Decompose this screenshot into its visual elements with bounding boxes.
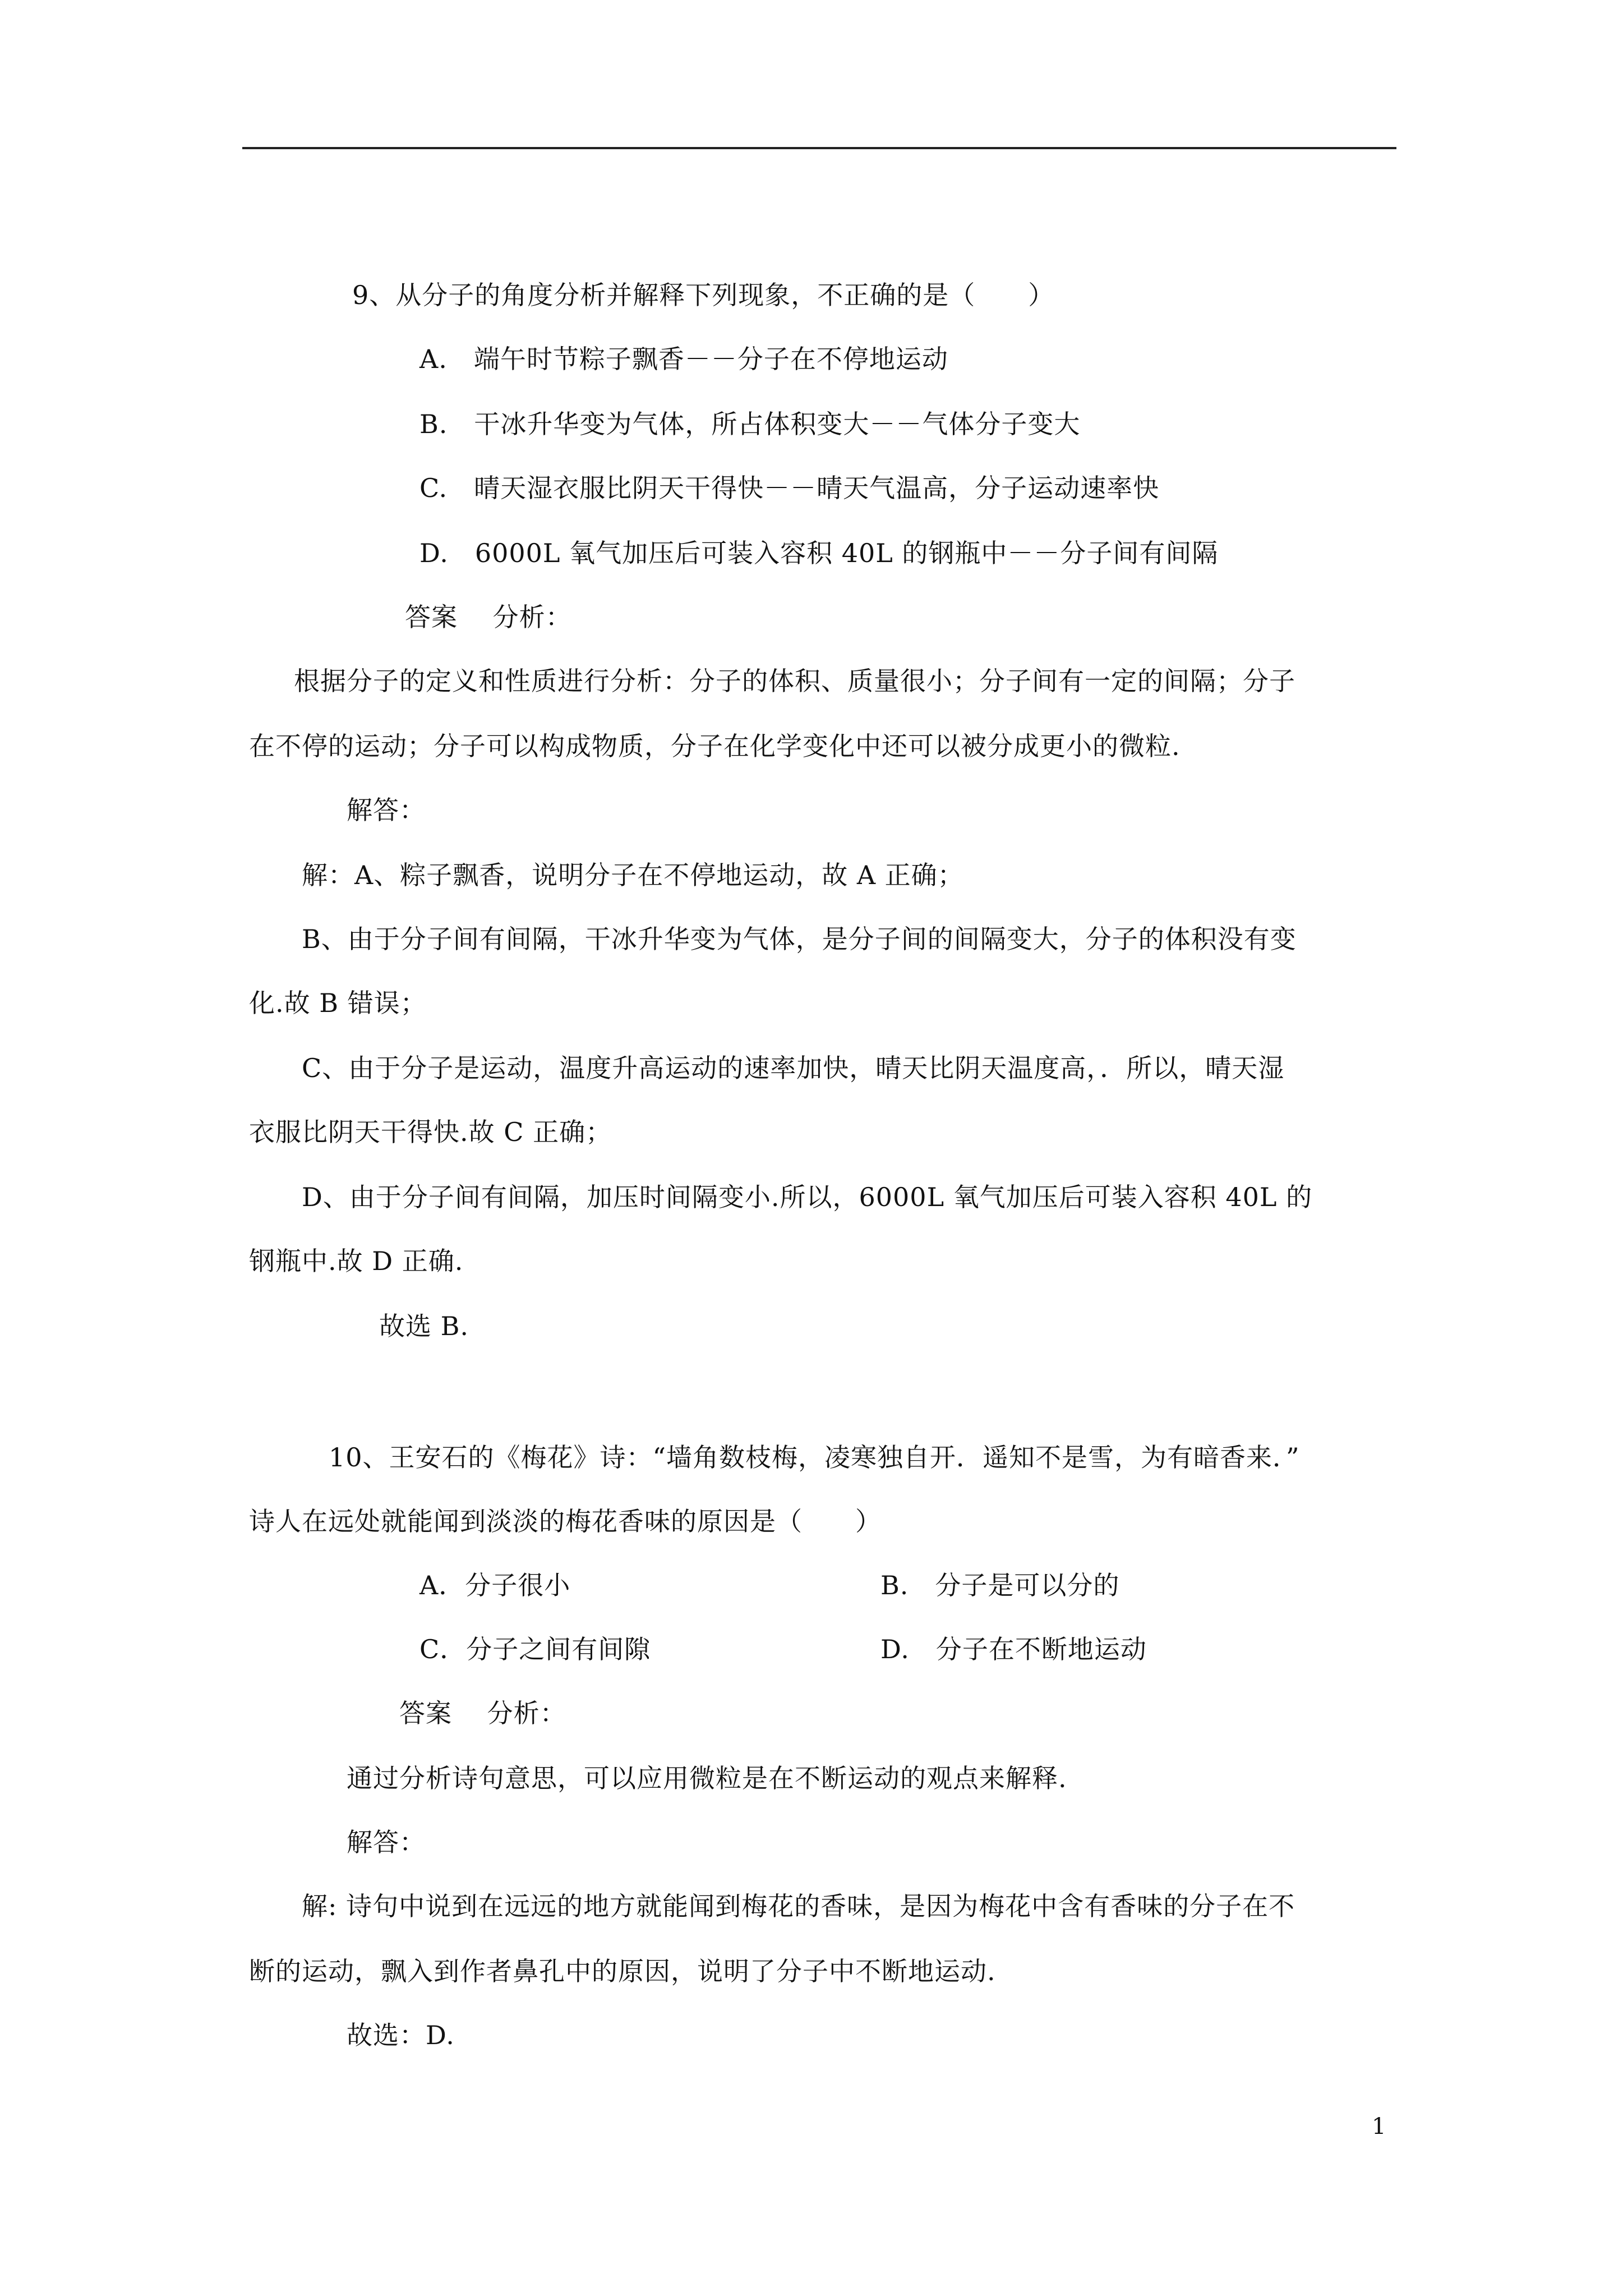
question-9-solution-c-line-1: C、由于分子是运动，温度升高运动的速率加快，晴天比阴天温度高，．所以，晴天湿	[302, 1053, 1285, 1083]
question-10-solution-line-2: 断的运动，飘入到作者鼻孔中的原因，说明了分子中不断地运动.	[249, 1956, 996, 1986]
question-10-option-a: A．分子很小	[419, 1570, 571, 1600]
question-9-conclusion: 故选 B.	[379, 1311, 469, 1341]
question-9-analysis-line-2: 在不停的运动；分子可以构成物质，分子在化学变化中还可以被分成更小的微粒.	[249, 731, 1181, 761]
question-9-solution-d-line-2: 钢瓶中.故 D 正确.	[249, 1246, 464, 1276]
question-10-option-b: B. 分子是可以分的	[880, 1570, 1120, 1600]
header-rule	[242, 147, 1396, 149]
question-10-conclusion: 故选：D.	[347, 2020, 455, 2050]
question-10-option-d: D. 分子在不断地运动	[880, 1634, 1147, 1664]
page-number: 1	[1372, 2114, 1386, 2139]
question-9-answer-heading: 答案 分析：	[405, 602, 572, 632]
question-10-solution-heading: 解答：	[347, 1827, 426, 1857]
question-9-solution-d-line-1: D、由于分子间有间隔，加压时间隔变小.所以，6000L 氧气加压后可装入容积 40L 的	[302, 1182, 1313, 1212]
question-9-option-a: A. 端午时节粽子飘香－－分子在不停地运动	[419, 344, 948, 374]
question-9-solution-heading: 解答：	[347, 795, 426, 825]
question-10-answer-heading: 答案 分析：	[399, 1698, 566, 1728]
question-9-solution-c-line-2: 衣服比阴天干得快.故 C 正确；	[249, 1117, 612, 1147]
question-9-analysis-line-1: 根据分子的定义和性质进行分析：分子的体积、质量很小；分子间有一定的间隔；分子	[294, 666, 1295, 696]
question-10-option-c: C．分子之间有间隙	[419, 1634, 651, 1664]
question-10-stem-line-1: 10、王安石的《梅花》诗：“墙角数枝梅，凌寒独自开．遥知不是雪，为有暗香来．”	[329, 1442, 1300, 1473]
question-10-solution-line-1: 解: 诗句中说到在远远的地方就能闻到梅花的香味，是因为梅花中含有香味的分子在不	[302, 1891, 1295, 1921]
question-10-stem-line-2: 诗人在远处就能闻到淡淡的梅花香味的原因是（ ）	[249, 1506, 882, 1536]
question-9-option-d: D. 6000L 氧气加压后可装入容积 40L 的钢瓶中－－分子间有间隔	[419, 538, 1219, 568]
question-9-solution-b-line-1: B、由于分子间有间隔，干冰升华变为气体，是分子间的间隔变大，分子的体积没有变	[302, 924, 1297, 954]
question-9-solution-a: 解：A、粽子飘香，说明分子在不停地运动，故 A 正确；	[302, 860, 964, 890]
question-9-solution-b-line-2: 化.故 B 错误；	[249, 988, 427, 1018]
question-10-analysis: 通过分析诗句意思，可以应用微粒是在不断运动的观点来解释.	[347, 1763, 1067, 1793]
question-9-option-c: C. 晴天湿衣服比阴天干得快－－晴天气温高，分子运动速率快	[419, 473, 1160, 503]
question-9-stem: 9、从分子的角度分析并解释下列现象，不正确的是（ ）	[352, 280, 1055, 310]
question-9-option-b: B. 干冰升华变为气体，所占体积变大－－气体分子变大	[419, 409, 1081, 439]
